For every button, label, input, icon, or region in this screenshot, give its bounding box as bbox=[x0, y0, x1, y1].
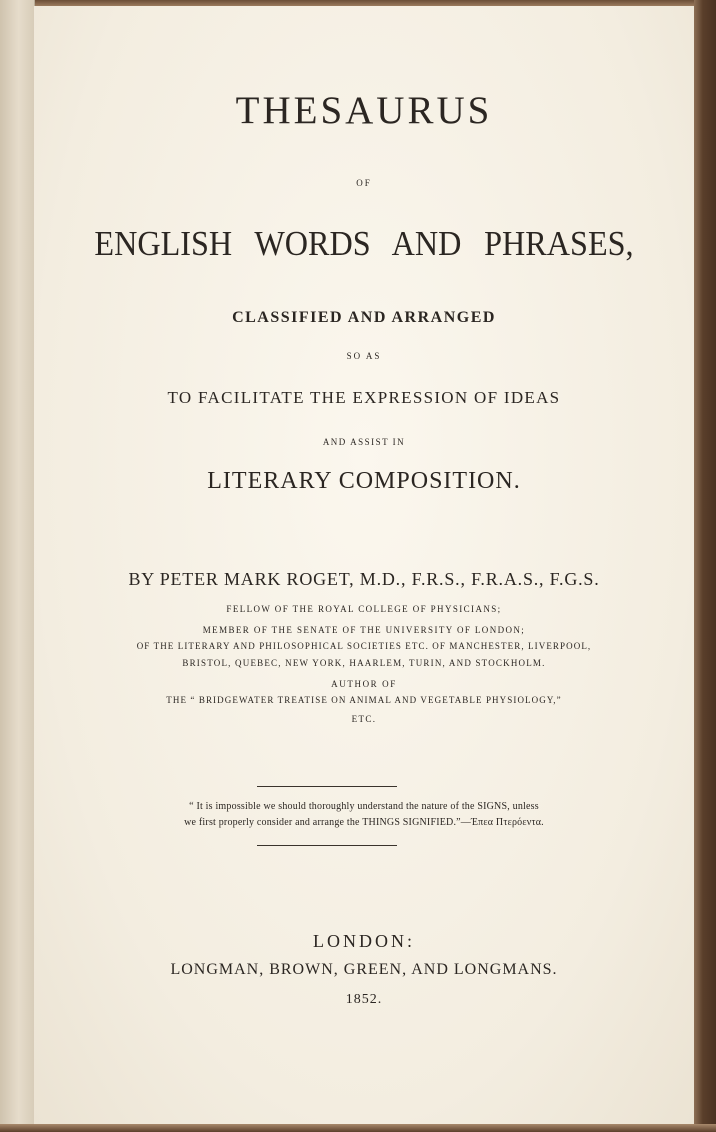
author-treatise: THE “ BRIDGEWATER TREATISE ON ANIMAL AND VEGETABLE PHYSIOLOGY,” bbox=[166, 695, 562, 705]
book-spine bbox=[694, 0, 716, 1132]
imprint-year: 1852. bbox=[345, 992, 383, 1007]
facilitate-line: TO FACILITATE THE EXPRESSION OF IDEAS bbox=[167, 388, 561, 407]
book-title: THESAURUS bbox=[235, 89, 493, 132]
left-page-edge bbox=[0, 0, 35, 1132]
author-byline: BY PETER MARK ROGET, M.D., F.R.S., F.R.A.S., F.G.S. bbox=[128, 569, 600, 589]
title-page bbox=[34, 6, 694, 1124]
epigraph-line-1: “ It is impossible we should thoroughly understand the nature of the SIGNS, unless bbox=[189, 801, 539, 812]
author-fellow: FELLOW OF THE ROYAL COLLEGE OF PHYSICIANS; bbox=[226, 604, 502, 614]
imprint-city: LONDON: bbox=[313, 931, 415, 951]
book-subtitle: ENGLISH WORDS AND PHRASES, bbox=[94, 224, 634, 263]
book-bottom-edge bbox=[0, 1124, 716, 1132]
author-cities: BRISTOL, QUEBEC, NEW YORK, HAARLEM, TURIN, AND STOCKHOLM. bbox=[182, 658, 546, 668]
author-etc: ETC. bbox=[351, 714, 377, 724]
epigraph-line-2: we first properly consider and arrange the THINGS SIGNIFIED.”—Έπεα Πτερόεντα. bbox=[184, 817, 544, 828]
literary-composition-line: LITERARY COMPOSITION. bbox=[207, 468, 521, 494]
epigraph-bottom-rule bbox=[257, 845, 397, 846]
imprint-publisher: LONGMAN, BROWN, GREEN, AND LONGMANS. bbox=[170, 961, 558, 978]
so-as-line: SO AS bbox=[346, 351, 382, 361]
epigraph-top-rule bbox=[257, 786, 397, 787]
assist-line: AND ASSIST IN bbox=[322, 437, 406, 447]
author-member: MEMBER OF THE SENATE OF THE UNIVERSITY OF LONDON; bbox=[202, 625, 526, 635]
author-societies: OF THE LITERARY AND PHILOSOPHICAL SOCIETIES ETC. OF MANCHESTER, LIVERPOOL, bbox=[136, 641, 592, 651]
classified-line: CLASSIFIED AND ARRANGED bbox=[232, 309, 496, 326]
title-connector-of: OF bbox=[356, 178, 372, 188]
author-of-label: AUTHOR OF bbox=[331, 679, 397, 689]
